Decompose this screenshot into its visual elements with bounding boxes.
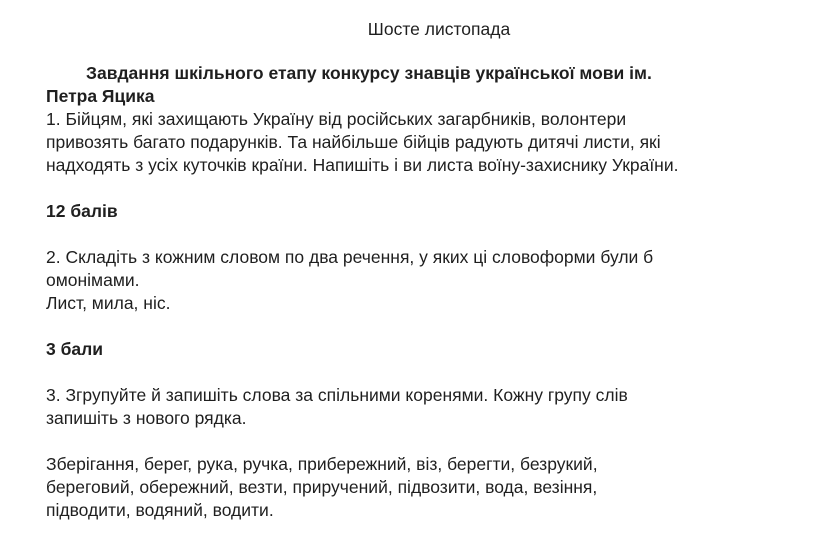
heading-line-1: Завдання шкільного етапу конкурсу знавців української мови ім. <box>86 63 652 83</box>
task3-line-2: запишіть з нового рядка. <box>46 408 247 428</box>
task1-line-3: надходять з усіх куточків країни. Напишіть і ви листа воїну-захиснику України. <box>46 155 679 175</box>
spacer <box>46 430 816 453</box>
task3-line-1: 3. Згрупуйте й запишіть слова за спільними коренями. Кожну групу слів <box>46 385 628 405</box>
heading-line-2: Петра Яцика <box>46 86 155 106</box>
task1-score: 12 балів <box>46 201 118 221</box>
task2-line-2: омонімами. <box>46 270 140 290</box>
spacer <box>46 315 816 338</box>
spacer <box>46 223 816 246</box>
date-line: Шосте листопада <box>367 19 511 39</box>
task1-line-1: 1. Бійцям, які захищають Україну від російських загарбників, волонтери <box>46 109 627 129</box>
task3-words-line-3: підводити, водяний, водити. <box>46 500 274 520</box>
task1-line-2: привозять багато подарунків. Та найбільше бійців радують дитячі листи, які <box>46 132 661 152</box>
task2-words: Лист, мила, ніс. <box>46 293 171 313</box>
document-page <box>46 18 816 522</box>
spacer <box>46 361 816 384</box>
heading <box>46 62 816 85</box>
task3-words-line-2: береговий, обережний, везти, приручений, підвозити, вода, везіння, <box>46 477 598 497</box>
task2-line-1: 2. Складіть з кожним словом по два речення, у яких ці словоформи були б <box>46 247 654 267</box>
spacer <box>46 177 816 200</box>
task2-score: 3 бали <box>46 339 104 359</box>
task3-words-line-1: Зберігання, берег, рука, ручка, прибережний, віз, берегти, безрукий, <box>46 454 598 474</box>
